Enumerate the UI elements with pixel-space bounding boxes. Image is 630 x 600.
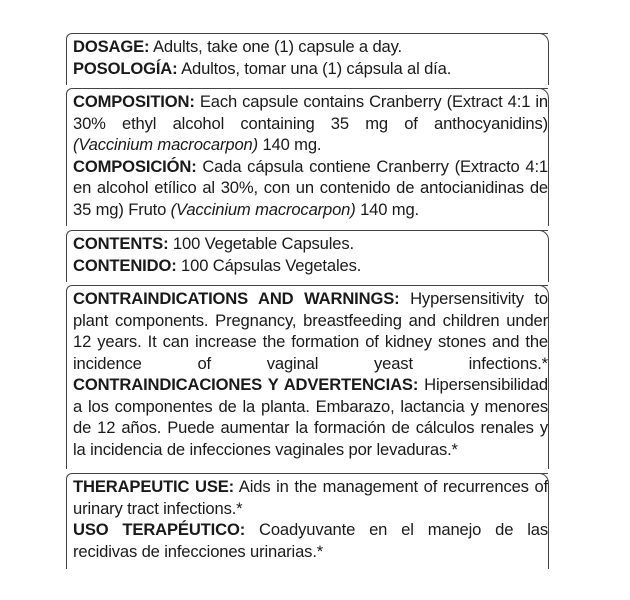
therapeutic-en-label: THERAPEUTIC USE: xyxy=(73,477,235,496)
therapeutic-en xyxy=(73,476,548,519)
dosage-en xyxy=(73,36,548,58)
composition-en-tail: 140 mg. xyxy=(257,135,322,154)
contraindications-section xyxy=(66,285,548,469)
contraindications-es xyxy=(73,374,548,460)
contents-es-text: 100 Cápsulas Vegetales. xyxy=(176,255,362,275)
composition-es-label: COMPOSICIÓN: xyxy=(73,156,197,176)
contraindications-es-text: Hipersensibilidad a los componentes de la planta. Embarazo, lactancia y menores de 12 años. Puede aumentar la formación de cálculos renales y la incidencia de infecciones vaginales por levaduras.* xyxy=(73,375,548,459)
contents-section xyxy=(66,230,548,282)
dosage-es-label: POSOLOGÍA: xyxy=(73,58,178,78)
contraindications-es-label: CONTRAINDICACIONES Y ADVERTENCIAS: xyxy=(73,375,419,394)
composition-es xyxy=(73,156,548,221)
composition-es-latin: (Vaccinium macrocarpon) xyxy=(170,199,356,219)
contents-es xyxy=(73,255,548,277)
dosage-section xyxy=(66,33,548,85)
dosage-en-label: DOSAGE: xyxy=(73,37,150,56)
contents-en-label: CONTENTS: xyxy=(73,234,169,253)
composition-es-text: Cada cápsula contiene Cranberry (Extracto 4:1 en alcohol etílico al 30%, con un contenido de antocianidinas de 35 mg) Fruto xyxy=(73,156,548,219)
composition-section xyxy=(66,88,548,226)
therapeutic-es xyxy=(73,519,548,562)
therapeutic-es-text: Coadyuvante en el manejo de las recidivas de infecciones urinarias.* xyxy=(73,520,548,561)
contents-es-label: CONTENIDO: xyxy=(73,255,177,275)
composition-es-tail: 140 mg. xyxy=(355,199,420,219)
contents-en xyxy=(73,233,548,255)
contraindications-en-label: CONTRAINDICATIONS AND WARNINGS: xyxy=(73,289,400,308)
contraindications-en-text: Hypersensitivity to plant components. Pregnancy, breastfeeding and children under 12 years. It can increase the formation of kidney stones and the incidence of vaginal yeast infections.* xyxy=(73,289,548,373)
composition-en-label: COMPOSITION: xyxy=(73,92,195,111)
dosage-en-text: Adults, take one (1) capsule a day. xyxy=(149,37,402,56)
contraindications-en xyxy=(73,288,548,374)
contents-en-text: 100 Vegetable Capsules. xyxy=(168,234,354,253)
therapeutic-section xyxy=(66,473,548,569)
composition-en-text: Each capsule contains Cranberry (Extract 4:1 in 30% ethyl alcohol containing 35 mg of anthocyanidins) xyxy=(73,92,548,133)
dosage-es xyxy=(73,58,548,80)
composition-en-latin: (Vaccinium macrocarpon) xyxy=(73,135,258,154)
therapeutic-en-text: Aids in the management of recurrences of urinary tract infections.* xyxy=(73,477,549,518)
dosage-es-text: Adultos, tomar una (1) cápsula al día. xyxy=(177,58,452,78)
therapeutic-es-label: USO TERAPÉUTICO: xyxy=(73,520,246,539)
composition-en xyxy=(73,91,548,156)
